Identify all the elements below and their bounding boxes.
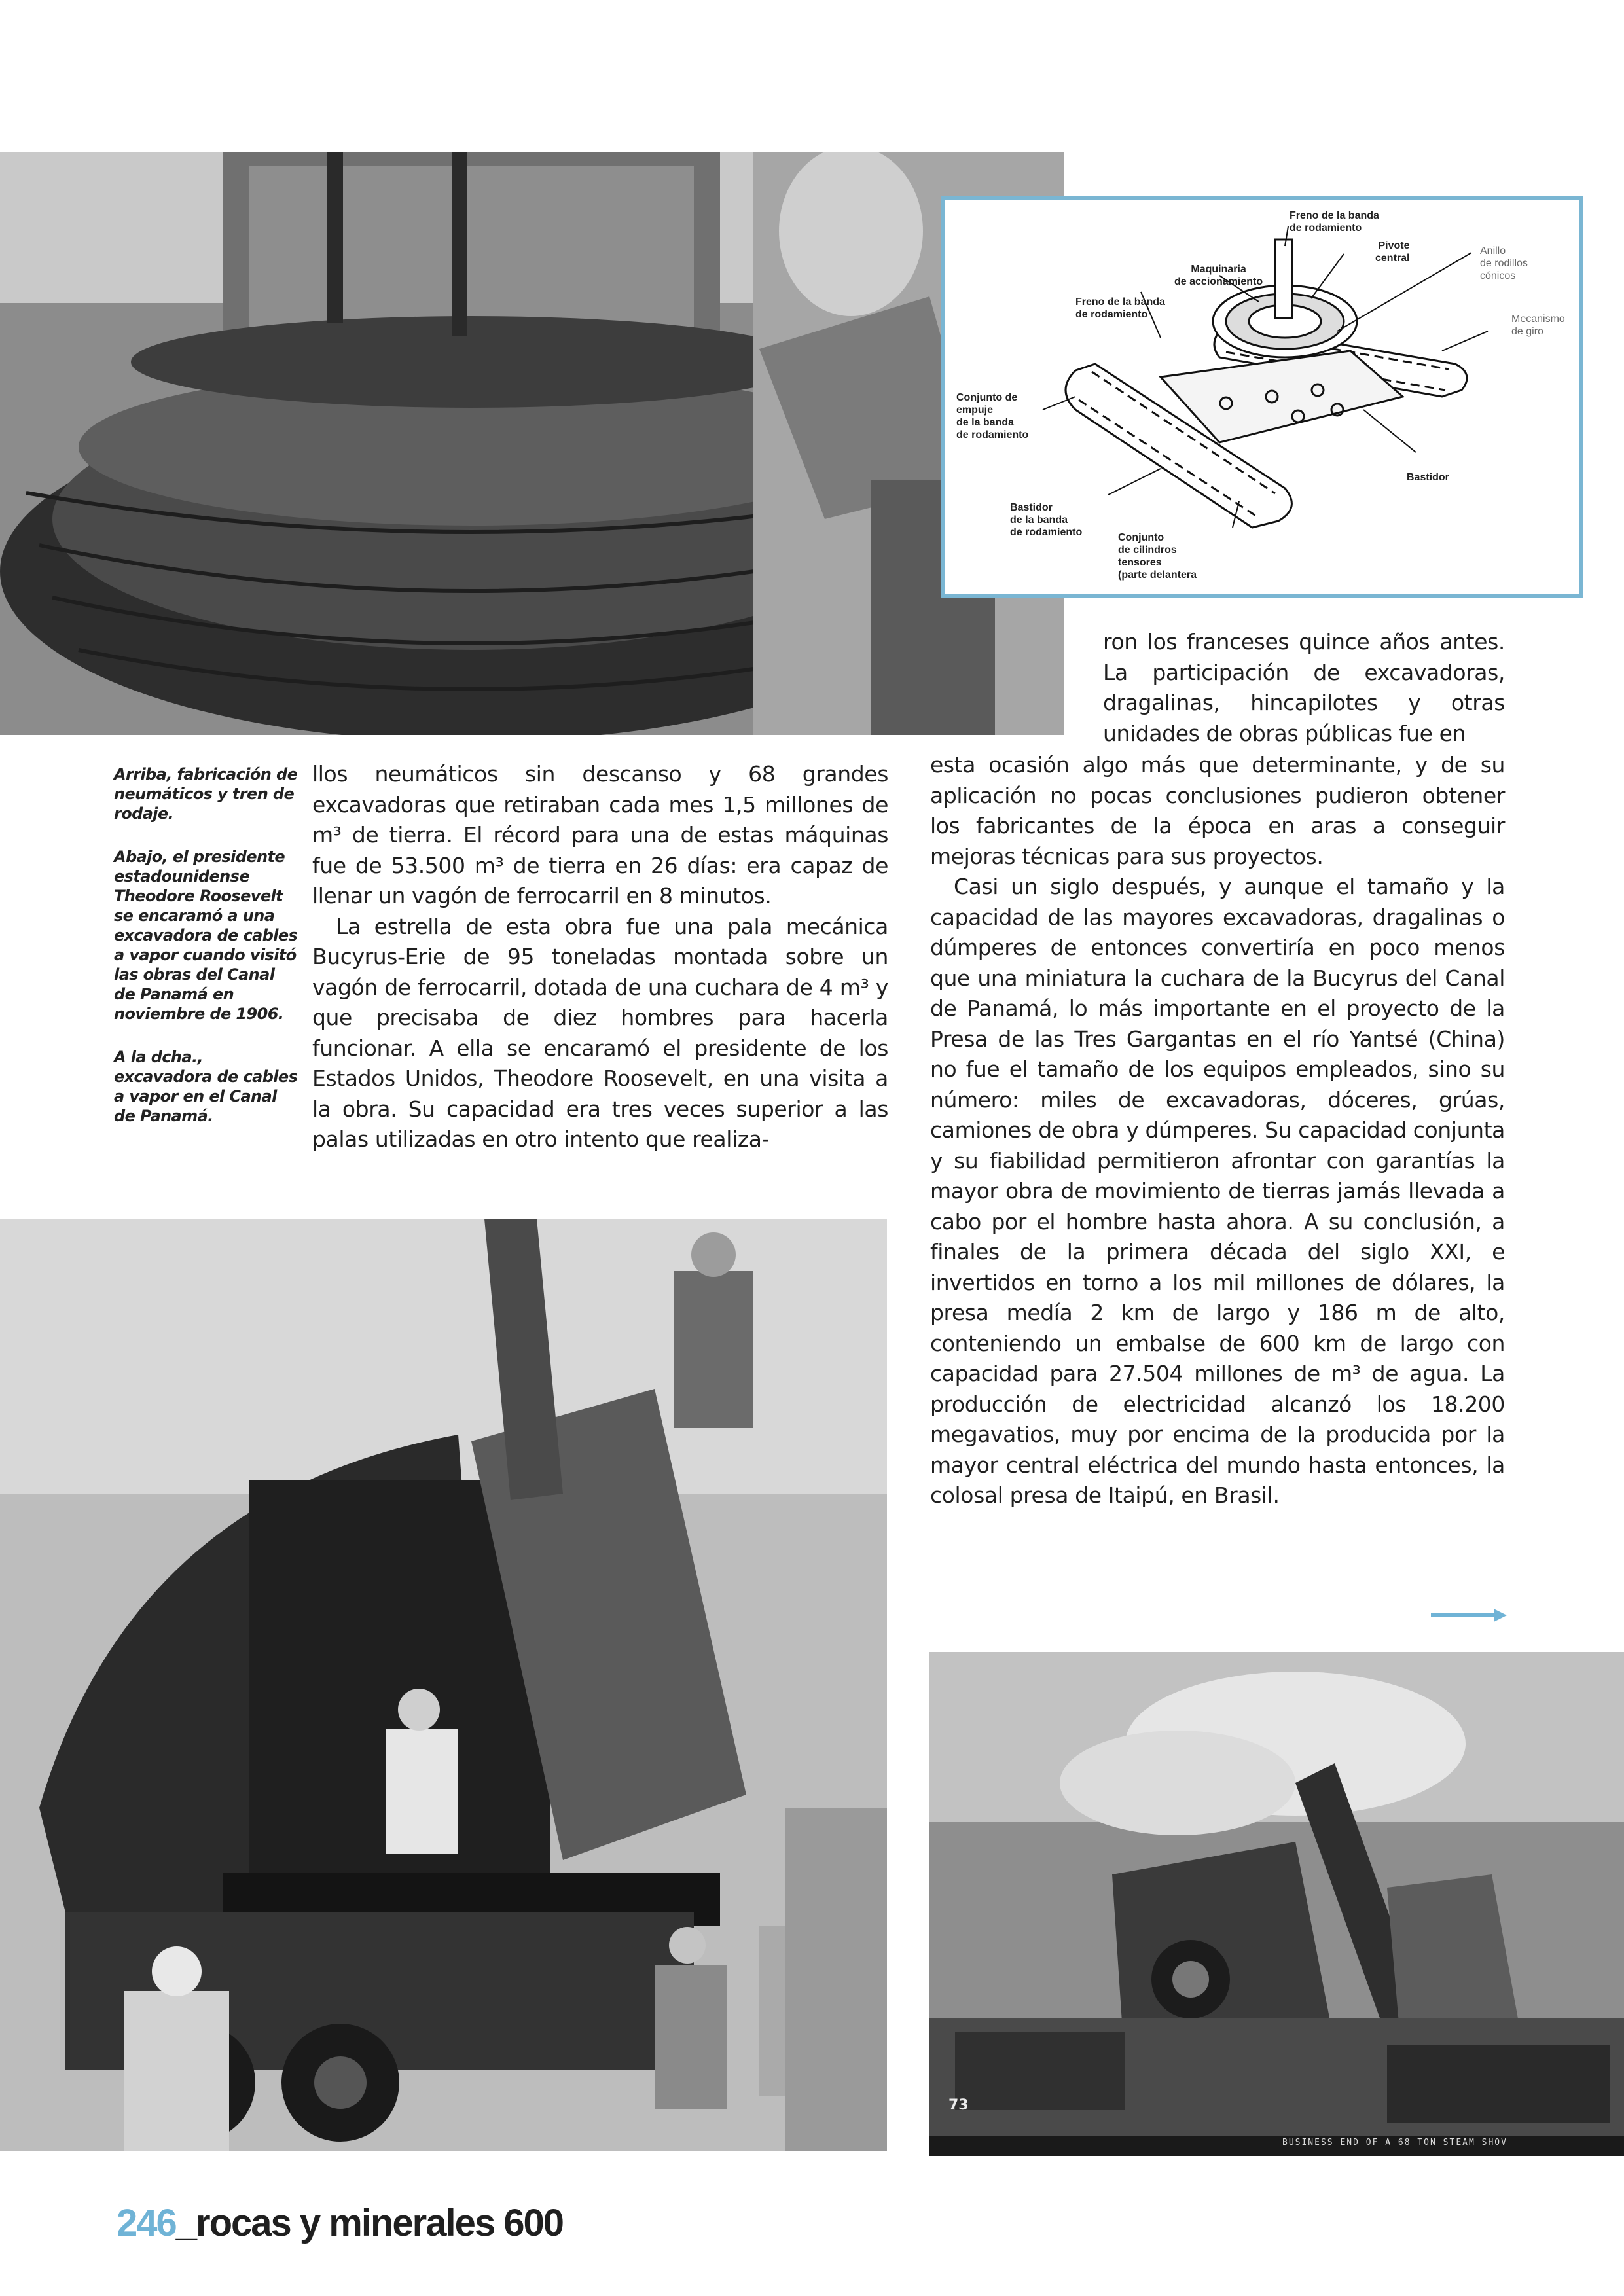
paragraph: ron los franceses quince años antes. La participación de excavadoras, dragalinas, hincapilotes y otras unidades de obras públicas fue en — [1103, 629, 1505, 746]
publication-title: _rocas y minerales 600 — [175, 2202, 564, 2244]
page-footer — [117, 2200, 563, 2246]
photo-strip-caption: BUSINESS END OF A 68 TON STEAM SHOV — [1282, 2138, 1507, 2147]
label-anillo: Anillo de rodillos cónicos — [1480, 245, 1528, 281]
label-freno-top: Freno de la banda de rodamiento — [1290, 210, 1379, 234]
label-conjunto-cilindros: Conjunto de cilindros tensores (parte delantera — [1118, 532, 1197, 581]
label-bastidor: Bastidor — [1407, 472, 1449, 483]
label-pivote: Pivote central — [1375, 240, 1410, 264]
label-freno-left: Freno de la banda de rodamiento — [1075, 296, 1165, 320]
crawler-diagram — [941, 196, 1583, 598]
photo-number: 73 — [948, 2097, 969, 2113]
paragraph: Casi un siglo después, y aunque el tamaño y la capacidad de las mayores excavadoras, dragalinas o dúmperes de entonces convertiría en poco menos que una miniatura la cuchara de la Bucyrus del Canal de Panamá, lo más importante en el proyecto de la Presa de las Tres Gargantas en el río Yantsé (China) no fue el tamaño de los equipos empleados, sino su número: miles de excavadoras, dóceres, grúas, camiones de obra y dúmperes. Su capacidad conjunta y su fiabilidad permitieron afrontar con garantías la mayor obra de movimiento de tierras jamás llevada a cabo por el hombre hasta ahora. A su conclusión, a finales de la primera década del siglo XXI, e invertidos en torno a los mil millones de dólares, la presa medía 2 km de largo y 186 m de alto, conteniendo un embalse de 600 km de largo con capacidad para 27.504 millones de m³ de agua. La producción de electricidad alcanzó los 18.200 megavatios, muy por encima de la producida por la mayor central eléctrica del mundo hasta entonces, la colosal presa de Itaipú, en Brasil. — [930, 874, 1505, 1508]
label-maquinaria: Maquinaria de accionamiento — [1174, 264, 1263, 287]
text-column-right — [930, 750, 1505, 1511]
text-column-right-top — [1103, 627, 1505, 749]
caption-roosevelt: Abajo, el presidente estadounidense Theodore Roosevelt se encaramó a una excavadora de cables a vapor cuando visitó las obras del Canal de Panamá en noviembre de 1906. — [114, 848, 298, 1023]
text-column-left — [312, 759, 888, 1155]
paragraph: llos neumáticos sin descanso y 68 grandes excavadoras que retiraban cada mes 1,5 millones de m³ de tierra. El récord para una de estas máquinas fue de 53.500 m³ de tierra en 26 días: era capaz de llenar un vagón de ferrocarril en 8 minutos. — [312, 761, 888, 908]
captions — [114, 764, 298, 1149]
continue-arrow-icon — [1431, 1607, 1507, 1623]
paragraph: La estrella de esta obra fue una pala mecánica Bucyrus-Erie de 95 toneladas montada sobre un vagón de ferrocarril, dotada de una cuchara de 4 m³ y que precisaba de diez hombres para hacerla funcionar. A ella se encaramó el presidente de los Estados Unidos, Theodore Roosevelt, en una visita a la obra. Su capacidad era tres veces superior a las palas utilizadas en otro intento que realiza- — [312, 913, 888, 1152]
label-conjunto-empuje: Conjunto de empuje de la banda de rodamiento — [956, 392, 1029, 440]
tire-manufacturing-photo — [0, 152, 1064, 735]
label-mecanismo: Mecanismo de giro — [1511, 314, 1565, 337]
steam-shovel-photo — [929, 1652, 1624, 2156]
caption-right: A la dcha., excavadora de cables a vapor en el Canal de Panamá. — [114, 1048, 298, 1125]
page-number: 246 — [117, 2202, 176, 2244]
label-bastidor-banda: Bastidor de la banda de rodamiento — [1010, 502, 1083, 538]
roosevelt-excavator-photo — [0, 1219, 887, 2151]
caption-top: Arriba, fabricación de neumáticos y tren de rodaje. — [114, 765, 298, 823]
paragraph: esta ocasión algo más que determinante, y de su aplicación no pocas conclusiones pudieron obtener los fabricantes de la época en aras a conseguir mejoras técnicas para sus proyectos. — [930, 752, 1505, 869]
